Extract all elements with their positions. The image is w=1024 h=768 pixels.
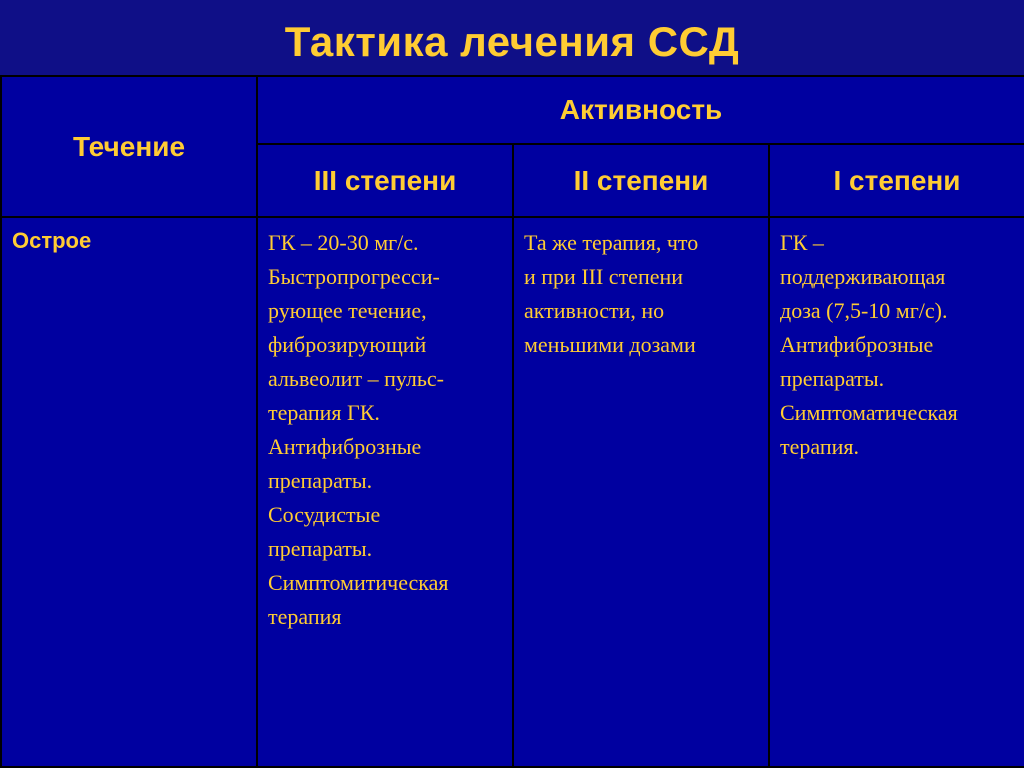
degree-2-therapy-text: Та же терапия, что и при III степени активности, но меньшими дозами bbox=[524, 230, 699, 357]
header-row-activity bbox=[1, 76, 1024, 144]
table-row bbox=[1, 217, 1024, 767]
course-header: Течение bbox=[1, 76, 257, 217]
degree-3-therapy-text: ГК – 20-30 мг/с. Быстропрогресси- рующее течение, фиброзирующий альвеолит – пульс- терапия ГК. Антифиброзные препараты. Сосудистые препараты. Симптомитическая терапия bbox=[268, 230, 449, 629]
degree-2-therapy-cell bbox=[513, 217, 769, 767]
treatment-table bbox=[0, 75, 1024, 768]
degree-3-therapy-cell bbox=[257, 217, 513, 767]
degree-header-1: I степени bbox=[769, 144, 1024, 217]
course-cell: Острое bbox=[1, 217, 257, 767]
activity-header: Активность bbox=[257, 76, 1024, 144]
degree-header-3: III степени bbox=[257, 144, 513, 217]
degree-1-therapy-text: ГК – поддерживающая доза (7,5-10 мг/с). Антифиброзные препараты. Симптоматическая терапия. bbox=[780, 230, 958, 459]
degree-header-2: II степени bbox=[513, 144, 769, 217]
slide-title: Тактика лечения ССД bbox=[284, 18, 740, 65]
degree-1-therapy-cell bbox=[769, 217, 1024, 767]
